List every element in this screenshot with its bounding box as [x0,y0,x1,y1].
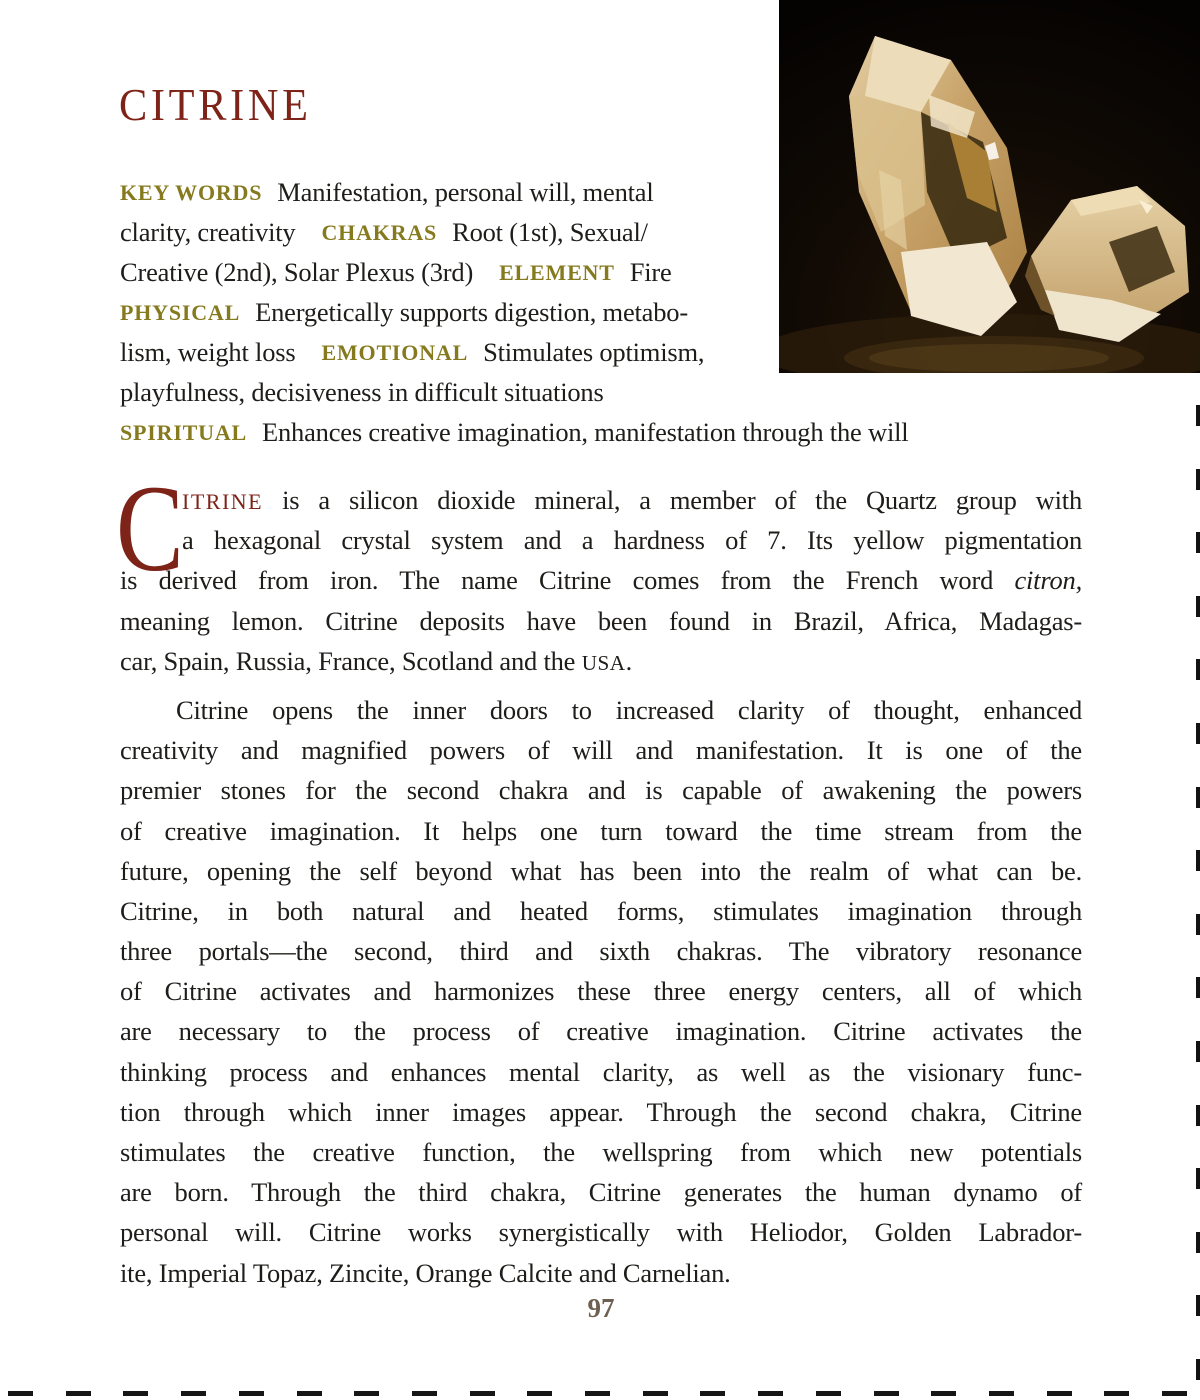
text-line [120,372,1120,412]
bottom-edge-mark [239,1391,264,1396]
text-run: thinking process and enhances mental clarity, as well as the visionary func- [120,1056,1082,1087]
text-line [120,851,1082,891]
key-attributes-block [120,172,1120,452]
text-run: future, opening the self beyond what has been into the realm of what can be. [120,855,1082,886]
text-line [120,292,1120,332]
text-run: Root (1st), Sexual/ [452,217,648,247]
text-line [120,172,1120,212]
text-line [120,931,1082,971]
paragraph [120,690,1082,1293]
text-run: meaning lemon. Citrine deposits have been found in Brazil, Africa, Madagas- [120,605,1082,636]
page-number: 97 [587,1293,615,1323]
bottom-edge-mark [123,1391,148,1396]
text-run: lism, weight loss [120,337,296,367]
bottom-edge-mark [643,1391,668,1396]
page-edge-tick [1196,659,1200,680]
text-line [120,1172,1082,1212]
drop-cap: C [116,460,184,597]
text-run: premier stones for the second chakra and is capable of awakening the powers [120,775,1082,806]
text-run: Citrine opens the inner doors to increased clarity of thought, enhanced [176,694,1082,725]
bottom-edge-mark [816,1391,841,1396]
page-edge-tick [1196,787,1200,808]
field-label: KEY WORDS [120,180,263,205]
page-edge-tick [1196,914,1200,935]
text-run: Energetically supports digestion, metabo- [255,297,688,327]
bottom-edge-mark [874,1391,899,1396]
page-edge-tick [1196,532,1200,553]
text-run: Citrine, in both natural and heated forms, stimulates imagination through [120,895,1082,926]
text-run: creativity and magnified powers of will and manifestation. It is one of the [120,735,1082,766]
bottom-edge-mark [585,1391,610,1396]
bottom-edge-mark [470,1391,495,1396]
bottom-edge-mark [527,1391,552,1396]
text-line [120,480,1082,520]
page-edge-tick [1196,850,1200,871]
text-line [120,332,1120,372]
text-run: Manifestation, personal will, mental [277,177,654,207]
page-edge-tick [1196,405,1200,426]
text-run: Creative (2nd), Solar Plexus (3rd) [120,257,474,287]
text-line [120,1212,1082,1252]
page-edge-tick [1196,469,1200,490]
page-edge-tick [1196,977,1200,998]
text-line [120,1011,1082,1051]
page-edge-tick [1196,1168,1200,1189]
bottom-edge-mark [700,1391,725,1396]
bottom-edge-mark [412,1391,437,1396]
text-run: is derived from iron. The name Citrine comes from the French word [120,565,1015,596]
text-run: personal will. Citrine works synergistically with Heliodor, Golden Labrador- [120,1217,1082,1248]
text-run: are necessary to the process of creative imagination. Citrine activates the [120,1016,1082,1047]
text-line [120,641,1082,681]
text-line [120,1092,1082,1132]
text-run: ite, Imperial Topaz, Zincite, Orange Calcite and Carnelian. [120,1257,731,1288]
page-edge-tick [1196,723,1200,744]
text-line [120,1052,1082,1092]
page-edge-tick [1196,1041,1200,1062]
text-run: of Citrine activates and harmonizes these three energy centers, all of which [120,976,1082,1007]
field-label: SPIRITUAL [120,420,248,445]
text-run: playfulness, decisiveness in difficult situations [120,377,604,407]
text-run: Enhances creative imagination, manifestation through the will [262,417,909,447]
page-edge-tick [1196,1232,1200,1253]
field-label: EMOTIONAL [321,340,469,365]
text-line [120,891,1082,931]
bottom-edge-mark [989,1391,1014,1396]
text-run: ITRINE [182,489,264,514]
bottom-edge-mark [66,1391,91,1396]
text-line [120,520,1082,560]
text-run: a hexagonal crystal system and a hardness of 7. Its yellow pigmentation [182,525,1082,556]
page-edge-tick [1196,1105,1200,1126]
bottom-edge-mark [297,1391,322,1396]
text-line [120,212,1120,252]
page-edge-tick [1196,596,1200,617]
bottom-edge-mark [1104,1391,1129,1396]
field-label: ELEMENT [499,260,615,285]
text-line [120,601,1082,641]
text-run: are born. Through the third chakra, Citrine generates the human dynamo of [120,1177,1082,1208]
text-line [120,252,1120,292]
page-edge-tick [1196,1295,1200,1316]
text-run: citron, [1014,565,1082,596]
text-run: Stimulates optimism, [483,337,705,367]
text-line [120,560,1082,600]
text-run: is a silicon dioxide mineral, a member of the Quartz group with [263,485,1082,515]
body-text [116,460,1082,1293]
text-run: car, Spain, Russia, France, Scotland and the [120,645,582,676]
text-run: clarity, creativity [120,217,296,247]
bottom-edge-mark [354,1391,379,1396]
bottom-edge-mark [931,1391,956,1396]
text-line [120,730,1082,770]
text-line [120,971,1082,1011]
bottom-edge-mark [181,1391,206,1396]
text-run: . [625,645,633,676]
text-run: three portals—the second, third and sixth chakras. The vibratory resonance [120,936,1082,967]
bottom-edge-mark [1162,1391,1187,1396]
text-run: tion through which inner images appear. Through the second chakra, Citrine [120,1096,1082,1127]
field-label: CHAKRAS [321,220,438,245]
text-line [120,770,1082,810]
page-edge-tick [1196,1359,1200,1380]
text-line [120,412,1120,452]
paragraph [116,460,1082,681]
text-line [120,1132,1082,1172]
text-line [120,1253,1082,1293]
text-line [120,690,1082,730]
text-line [120,811,1082,851]
field-label: PHYSICAL [120,300,241,325]
text-run: USA [581,650,626,675]
bottom-edge-mark [8,1391,33,1396]
text-run: stimulates the creative function, the wellspring from which new potentials [120,1137,1082,1167]
text-run: Fire [629,257,672,287]
page-title: CITRINE [119,79,312,130]
text-run: of creative imagination. It helps one turn toward the time stream from the [120,815,1082,846]
bottom-edge-mark [758,1391,783,1396]
bottom-edge-mark [1047,1391,1072,1396]
